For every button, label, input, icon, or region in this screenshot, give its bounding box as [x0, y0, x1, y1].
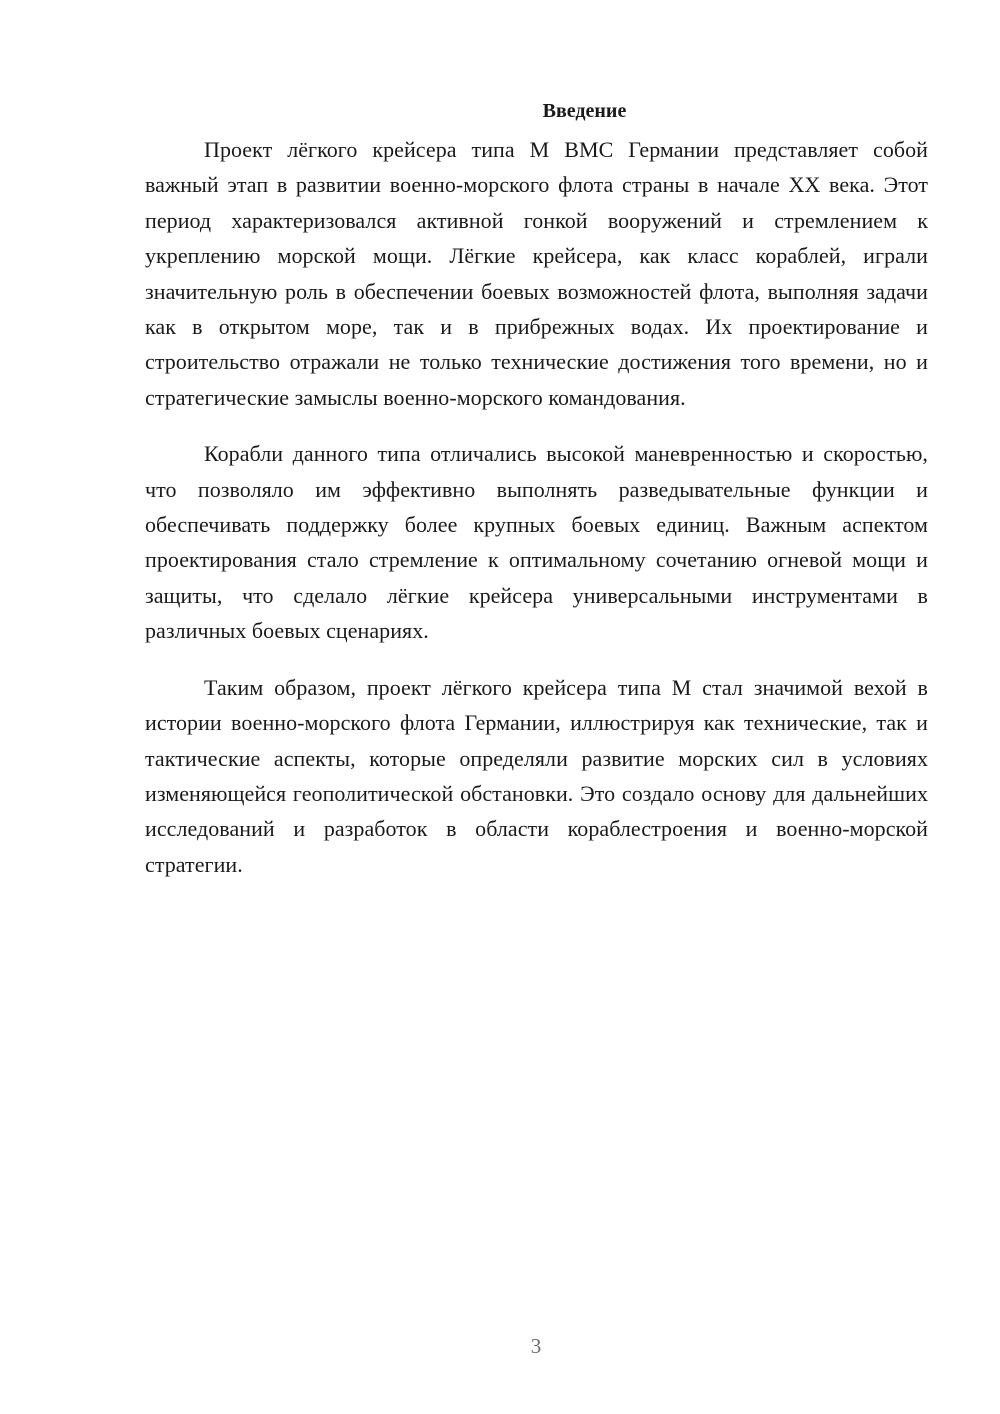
- paragraph-conclusion: Таким образом, проект лёгкого крейсера типа М стал значимой вехой в истории военно-морского флота Германии, иллюстрируя как технические, так и тактические аспекты, которые определяли развитие морских сил в условиях изменяющейся геополитической обстановки. Это создало основу для дальнейших исследований и разработок в области кораблестроения и военно-морской стратегии.: [145, 674, 928, 877]
- paragraph-intro: Проект лёгкого крейсера типа М ВМС Германии представляет собой важный этап в развитии военно-морского флота страны в начале XX века. Этот период характеризовался активной гонкой вооружений и стремлением к укреплению морской мощи. Лёгкие крейсера, как класс кораблей, играли значительную роль в обеспечении боевых возможностей флота, выполняя задачи как в открытом море, так и в прибрежных водах. Их проектирование и строительство отражали не только технические достижения того времени, но и стратегические замыслы военно-морского командования.: [145, 137, 928, 410]
- page-content: [145, 96, 928, 903]
- page-number: 3: [530, 1334, 542, 1358]
- paragraph-features: Корабли данного типа отличались высокой маневренностью и скоростью, что позволяло им эффективно выполнять разведывательные функции и обеспечивать поддержку более крупных боевых единиц. Важным аспектом проектирования стало стремление к оптимальному сочетанию огневой мощи и защиты, что сделало лёгкие крейсера универсальными инструментами в различных боевых сценариях.: [145, 441, 928, 644]
- section-heading: Введение: [542, 100, 627, 122]
